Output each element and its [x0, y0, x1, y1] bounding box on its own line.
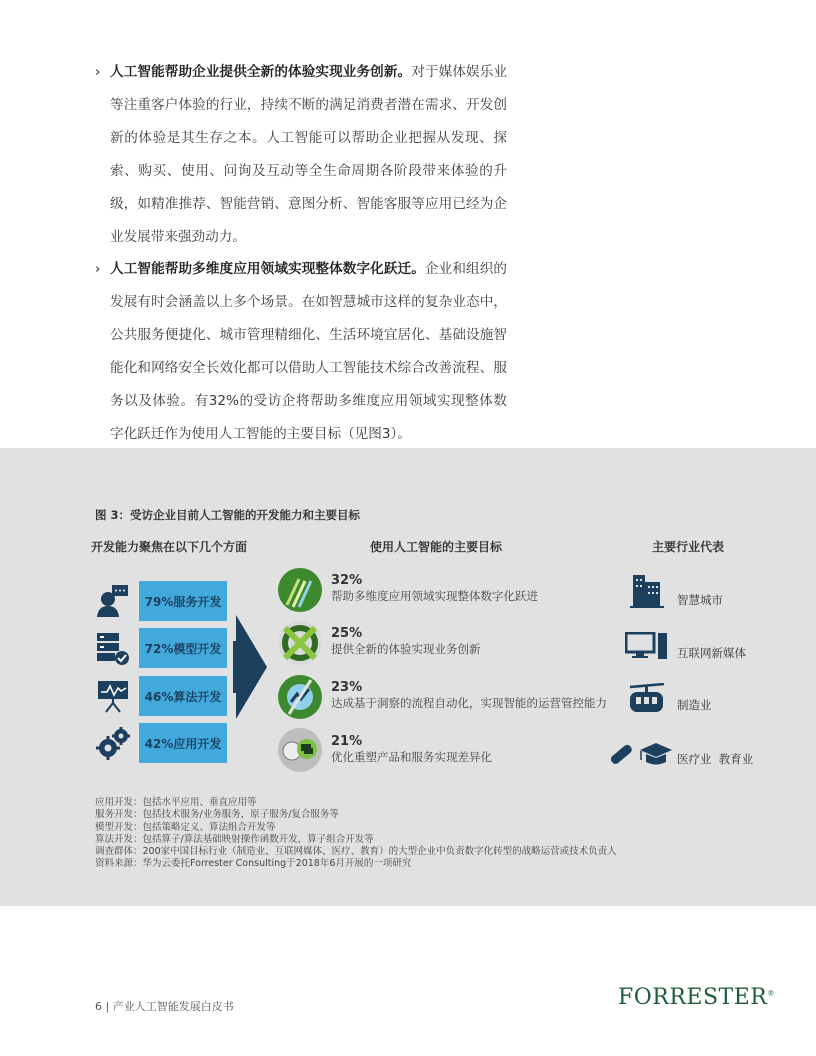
- person-chat-icon: [96, 584, 130, 618]
- bandage-graduation-cap-icon: [610, 740, 674, 768]
- goal-percent: 25%: [331, 626, 363, 641]
- bullet-paragraph-2: [95, 253, 507, 451]
- bullet-text: 对于媒体娱乐业等注重客户体验的行业，持续不断的满足消费者潜在需求、开发创新的体验是其生存之本。人工智能可以帮助企业把握从发现、探索、购买、使用、问询及互动等全生命周期各阶段带来体验的升级，如精准推荐、智能营销、意图分析、智能客服等应用已经为企业发展带来强劲动力。: [110, 64, 508, 245]
- capability-box: 72%模型开发: [139, 628, 227, 668]
- goal-description: 帮助多维度应用领域实现整体数字化跃进: [331, 589, 538, 603]
- col1-title: 开发能力聚焦在以下几个方面: [91, 540, 248, 554]
- note-line: 模型开发：包括策略定义、算法组合开发等: [95, 821, 276, 833]
- gears-icon: [96, 727, 130, 761]
- goal-item: [331, 734, 492, 765]
- bullet-bold: 人工智能帮助企业提供全新的体验实现业务创新。: [110, 64, 412, 80]
- goal-percent: 21%: [331, 734, 363, 749]
- industry-label: 制造业: [677, 698, 712, 712]
- industry-label: 智慧城市: [677, 593, 723, 607]
- col2-title: 使用人工智能的主要目标: [370, 540, 503, 554]
- goal-percent: 23%: [331, 680, 363, 695]
- cable-car-icon: [628, 683, 666, 713]
- bullet-bold: 人工智能帮助多维度应用领域实现整体数字化跃迁。: [110, 261, 425, 277]
- cycle-icon: [277, 620, 323, 666]
- note-line: 服务开发：包括技术服务/业务服务，原子服务/复合服务等: [95, 809, 339, 821]
- arrows-up-icon: [277, 567, 323, 613]
- server-check-icon: [96, 632, 130, 666]
- chevron-icon: ›: [95, 65, 101, 80]
- page-footer: 6 | 产业人工智能发展白皮书: [95, 1000, 234, 1013]
- automation-icon: [277, 674, 323, 720]
- arrow-right-icon: [233, 615, 267, 719]
- goal-description: 提供全新的体验实现业务创新: [331, 642, 481, 656]
- computer-icon: [625, 632, 669, 660]
- capability-box: 42%应用开发: [139, 723, 227, 763]
- goal-description: 达成基于洞察的流程自动化，实现智能的运营管控能力: [331, 696, 607, 710]
- people-chat-icon: [277, 727, 323, 773]
- industry-label: 互联网新媒体: [677, 646, 746, 660]
- col3-title: 主要行业代表: [652, 540, 725, 554]
- goal-percent: 32%: [331, 573, 363, 588]
- note-line: 资料来源：华为云委托Forrester Consulting于2018年6月开展的一项研究: [95, 858, 412, 870]
- buildings-icon: [630, 572, 664, 608]
- note-line: 调查群体：200家中国目标行业（制造业、互联网媒体、医疗、教育）的大型企业中负责数字化转型的战略运营或技术负责人: [95, 846, 617, 858]
- figure-title: 图 3：受访企业目前人工智能的开发能力和主要目标: [95, 508, 361, 522]
- capability-box: 79%服务开发: [139, 581, 227, 621]
- industry-label: 医疗业 教育业: [677, 752, 754, 766]
- goal-description: 优化重塑产品和服务实现差异化: [331, 750, 492, 764]
- note-line: 应用开发：包括水平应用、垂直应用等: [95, 797, 257, 808]
- bullet-paragraph-1: [95, 56, 507, 254]
- goal-item: [331, 626, 481, 657]
- goal-item: [331, 573, 538, 604]
- note-line: 算法开发：包括算子/算法基础映射操作函数开发，算子组合开发等: [95, 833, 374, 845]
- capability-box: 46%算法开发: [139, 676, 227, 716]
- chevron-icon: ›: [95, 262, 101, 277]
- logo-text: FORRESTER: [618, 985, 768, 1010]
- presentation-chart-icon: [96, 679, 130, 713]
- forrester-logo: FORRESTER®: [618, 985, 775, 1010]
- goal-item: [331, 680, 607, 711]
- bullet-text: 企业和组织的发展有时会涵盖以上多个场景。在如智慧城市这样的复杂业态中，公共服务便捷化、城市管理精细化、生活环境宜居化、基础设施智能化和网络安全长效化都可以借助人工智能技术综合改善流程、服务以及体验。有32%的受访企将帮助多维度应用领域实现整体数字化跃迁作为使用人工智能的主要目标（见图3）。: [110, 261, 508, 442]
- figure-notes: [95, 797, 617, 871]
